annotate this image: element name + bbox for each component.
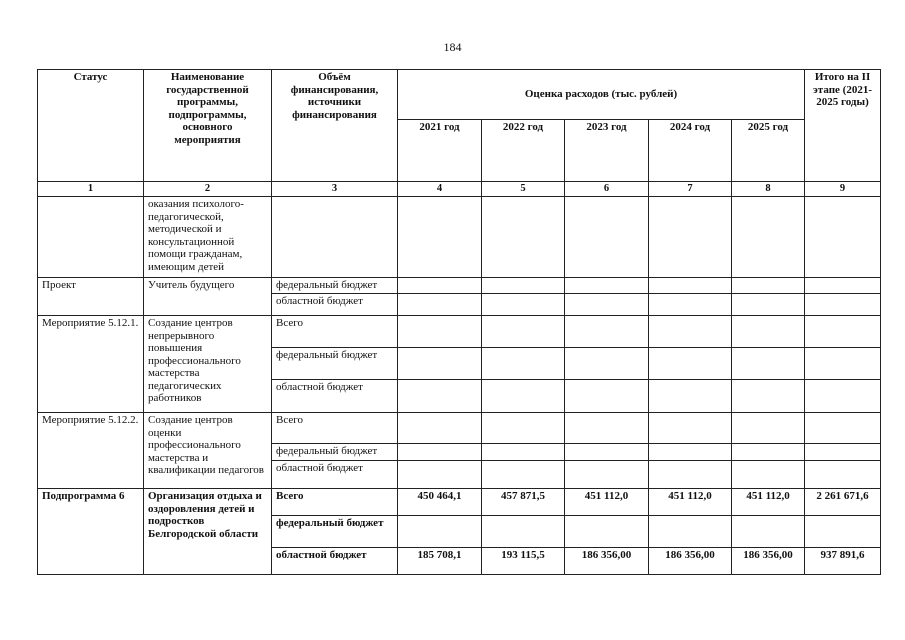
header-row (38, 70, 881, 120)
column-number: 3 (272, 182, 398, 197)
source-label: федеральный бюджет (272, 444, 398, 461)
source-label: федеральный бюджет (272, 516, 398, 548)
column-number-row (38, 182, 881, 197)
header-total: Итого на II этапе (2021-2025 годы) (805, 70, 881, 182)
column-number: 9 (805, 182, 881, 197)
table-row (38, 316, 881, 348)
value-cell: 451 112,0 (732, 489, 805, 516)
page-number: 184 (443, 40, 462, 54)
table-row (38, 413, 881, 444)
column-number: 2 (144, 182, 272, 197)
project-status: Проект (38, 278, 144, 316)
value-cell: 450 464,1 (398, 489, 482, 516)
value-cell: 193 115,5 (482, 548, 565, 575)
subprogram-6-name: Организация отдыха и оздоровления детей и подростков Белгородской области (144, 489, 272, 575)
value-cell: 457 871,5 (482, 489, 565, 516)
column-number: 5 (482, 182, 565, 197)
measure-2-status: Мероприятие 5.12.2. (38, 413, 144, 489)
source-label: областной бюджет (272, 294, 398, 316)
source-label: Всего (272, 413, 398, 444)
source-label: федеральный бюджет (272, 348, 398, 380)
measure-1-name: Создание центров непрерывного повышения профессионального мастерства педагогических работников (144, 316, 272, 413)
value-cell: 451 112,0 (565, 489, 649, 516)
table-row (38, 278, 881, 294)
header-year-2025: 2025 год (732, 120, 805, 182)
column-number: 6 (565, 182, 649, 197)
subprogram-6-status: Подпрограмма 6 (38, 489, 144, 575)
header-volume: Объём финансирования, источники финансирования (272, 70, 398, 182)
measure-1-status: Мероприятие 5.12.1. (38, 316, 144, 413)
source-label: областной бюджет (272, 380, 398, 413)
value-cell: 186 356,00 (732, 548, 805, 575)
header-name: Наименование государственной программы, подпрограммы, основного мероприятия (144, 70, 272, 182)
header-year-2022: 2022 год (482, 120, 565, 182)
column-number: 1 (38, 182, 144, 197)
value-cell: 186 356,00 (565, 548, 649, 575)
project-name: Учитель будущего (144, 278, 272, 316)
table-row (38, 489, 881, 516)
source-label: областной бюджет (272, 548, 398, 575)
total-cell: 937 891,6 (805, 548, 881, 575)
table-row (38, 197, 881, 278)
measure-2-name: Создание центров оценки профессионального мастерства и квалификации педагогов (144, 413, 272, 489)
header-year-2021: 2021 год (398, 120, 482, 182)
continuation-text: оказания психолого-педагогической, методической и консультационной помощи гражданам, имеющим детей (144, 197, 272, 278)
value-cell: 185 708,1 (398, 548, 482, 575)
header-estimate: Оценка расходов (тыс. рублей) (398, 70, 805, 120)
column-number: 4 (398, 182, 482, 197)
total-cell: 2 261 671,6 (805, 489, 881, 516)
source-label: Всего (272, 316, 398, 348)
value-cell: 186 356,00 (649, 548, 732, 575)
header-status: Статус (38, 70, 144, 182)
source-label: федеральный бюджет (272, 278, 398, 294)
value-cell: 451 112,0 (649, 489, 732, 516)
column-number: 8 (732, 182, 805, 197)
budget-table (37, 69, 881, 575)
source-label: областной бюджет (272, 461, 398, 489)
source-label: Всего (272, 489, 398, 516)
header-year-2023: 2023 год (565, 120, 649, 182)
column-number: 7 (649, 182, 732, 197)
header-year-2024: 2024 год (649, 120, 732, 182)
